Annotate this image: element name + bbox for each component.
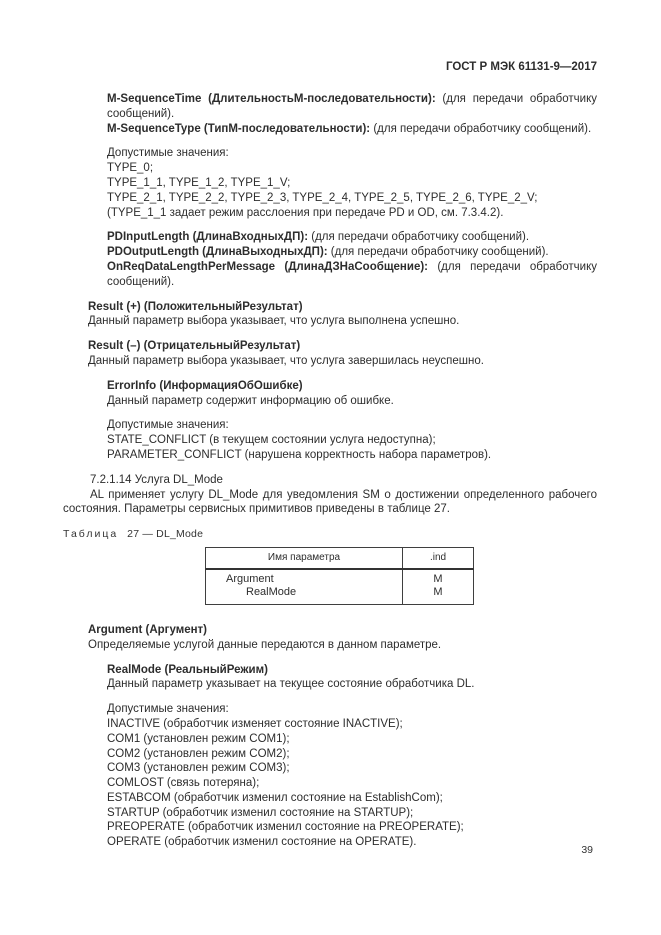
result-minus-title: Result (–) (ОтрицательныйРезультат): [88, 340, 301, 353]
error-info-body: Данный параметр содержит информацию об ошибке.: [107, 394, 394, 407]
value-line: PARAMETER_CONFLICT (нарушена корректность набора параметров).: [107, 448, 492, 461]
table-value-realmode: RealMode: [246, 586, 297, 599]
argument-body: Определяемые услугой данные передаются в данном параметре.: [88, 638, 442, 651]
value-line: COM3 (установлен режим COM3);: [107, 762, 290, 775]
value-line: COMLOST (связь потеряна);: [107, 777, 260, 790]
value-line: STARTUP (обработчик изменил состояние на STARTUP);: [107, 806, 414, 819]
m-sequence-params-block: [107, 92, 597, 136]
param-term: OnReqDataLengthPerMessage (ДлинаДЗНаСообщение):: [107, 260, 429, 273]
param-line: [107, 260, 597, 290]
argument-title: Argument (Аргумент): [88, 623, 208, 636]
param-term: PDInputLength (ДлинаВходныхДП):: [107, 231, 309, 244]
value-line: ESTABCOM (обработчик изменил состояние на EstablishCom);: [107, 791, 443, 804]
realmode-title: RealMode (РеальныйРежим): [107, 663, 268, 676]
table-value-argument-ind: M: [433, 572, 443, 585]
page-body: [63, 92, 597, 860]
clause-heading: 7.2.1.14 Услуга DL_Mode: [90, 473, 223, 486]
value-line: INACTIVE (обработчик изменяет состояние INACTIVE);: [107, 717, 403, 730]
value-line: TYPE_1_1, TYPE_1_2, TYPE_1_V;: [107, 176, 291, 189]
doc-code-header: ГОСТ Р МЭК 61131-9—2017: [445, 61, 597, 73]
table-caption: [63, 527, 597, 542]
table-header-parameter-name: Имя параметра: [206, 547, 403, 569]
table-caption-word: Таблица: [63, 528, 119, 541]
realmode-block: [107, 663, 597, 693]
table-value-argument: Argument: [226, 572, 274, 585]
value-line: TYPE_0;: [107, 162, 154, 175]
param-desc: (для передачи обработчику сообщений).: [107, 93, 597, 120]
error-info-title: ErrorInfo (ИнформацияОбОшибке): [107, 379, 303, 392]
result-minus-body: Данный параметр выбора указывает, что услуга завершилась неуспешно.: [88, 354, 484, 367]
result-plus-body: Данный параметр выбора указывает, что услуга выполнена успешно.: [88, 315, 460, 328]
param-desc: (для передачи обработчику сообщений).: [370, 122, 592, 135]
table-27-dl-mode: [205, 547, 474, 605]
table-value-realmode-ind: M: [433, 586, 443, 599]
param-desc: (для передачи обработчику сообщений).: [107, 260, 598, 288]
value-line: STATE_CONFLICT (в текущем состоянии услуга недоступна);: [107, 434, 436, 447]
value-line: COM2 (установлен режим COM2);: [107, 747, 290, 760]
param-desc: (для передачи обработчику сообщений).: [327, 246, 549, 259]
pd-params-block: [107, 230, 597, 289]
table-cell-parameter-names: [206, 569, 403, 605]
param-line: [107, 230, 597, 245]
clause-paragraph: AL применяет услугу DL_Mode для уведомления SM о достижении определенного рабочего состояния. Параметры сервисных примитивов приведены в таблице 27.: [63, 488, 597, 516]
error-info-values-block: [107, 418, 597, 462]
table-header-row: [206, 547, 474, 569]
param-desc: (для передачи обработчику сообщений).: [308, 231, 530, 244]
param-line: [107, 122, 597, 137]
allowed-values-label: Допустимые значения:: [107, 419, 229, 432]
value-line: (TYPE_1_1 задает режим расслоения при передаче PD и OD, см. 7.3.4.2).: [107, 206, 504, 219]
realmode-body: Данный параметр указывает на текущее состояние обработчика DL.: [107, 678, 475, 691]
param-term: M-SequenceType (ТипМ-последовательности):: [107, 122, 371, 135]
value-line: PREOPERATE (обработчик изменил состояние на PREOPERATE);: [107, 821, 464, 834]
param-line: [107, 92, 597, 122]
param-term: PDOutputLength (ДлинаВыходныхДП):: [107, 246, 328, 259]
error-info-block: [107, 379, 597, 409]
realmode-values-block: [107, 702, 597, 850]
table-cell-ind-values: [403, 569, 474, 605]
value-line: TYPE_2_1, TYPE_2_2, TYPE_2_3, TYPE_2_4, TYPE_2_5, TYPE_2_6, TYPE_2_V;: [107, 191, 538, 204]
m-sequence-values-block: [107, 146, 597, 220]
value-line: OPERATE (обработчик изменил состояние на OPERATE).: [107, 836, 417, 849]
result-minus-block: [88, 339, 597, 369]
result-plus-title: Result (+) (ПоложительныйРезультат): [88, 300, 303, 313]
page-number: 39: [581, 844, 593, 856]
value-line: COM1 (установлен режим COM1);: [107, 732, 290, 745]
allowed-values-label: Допустимые значения:: [107, 703, 229, 716]
param-line: [107, 245, 597, 260]
table-body-row: [206, 569, 474, 605]
table-header-ind: .ind: [403, 547, 474, 569]
clause-block: [63, 473, 597, 517]
allowed-values-label: Допустимые значения:: [107, 147, 229, 160]
argument-block: [88, 623, 597, 653]
table-caption-text: 27 — DL_Mode: [127, 528, 204, 541]
param-term: M-SequenceTime (ДлительностьМ-последовательности):: [107, 93, 436, 105]
result-plus-block: [88, 300, 597, 330]
